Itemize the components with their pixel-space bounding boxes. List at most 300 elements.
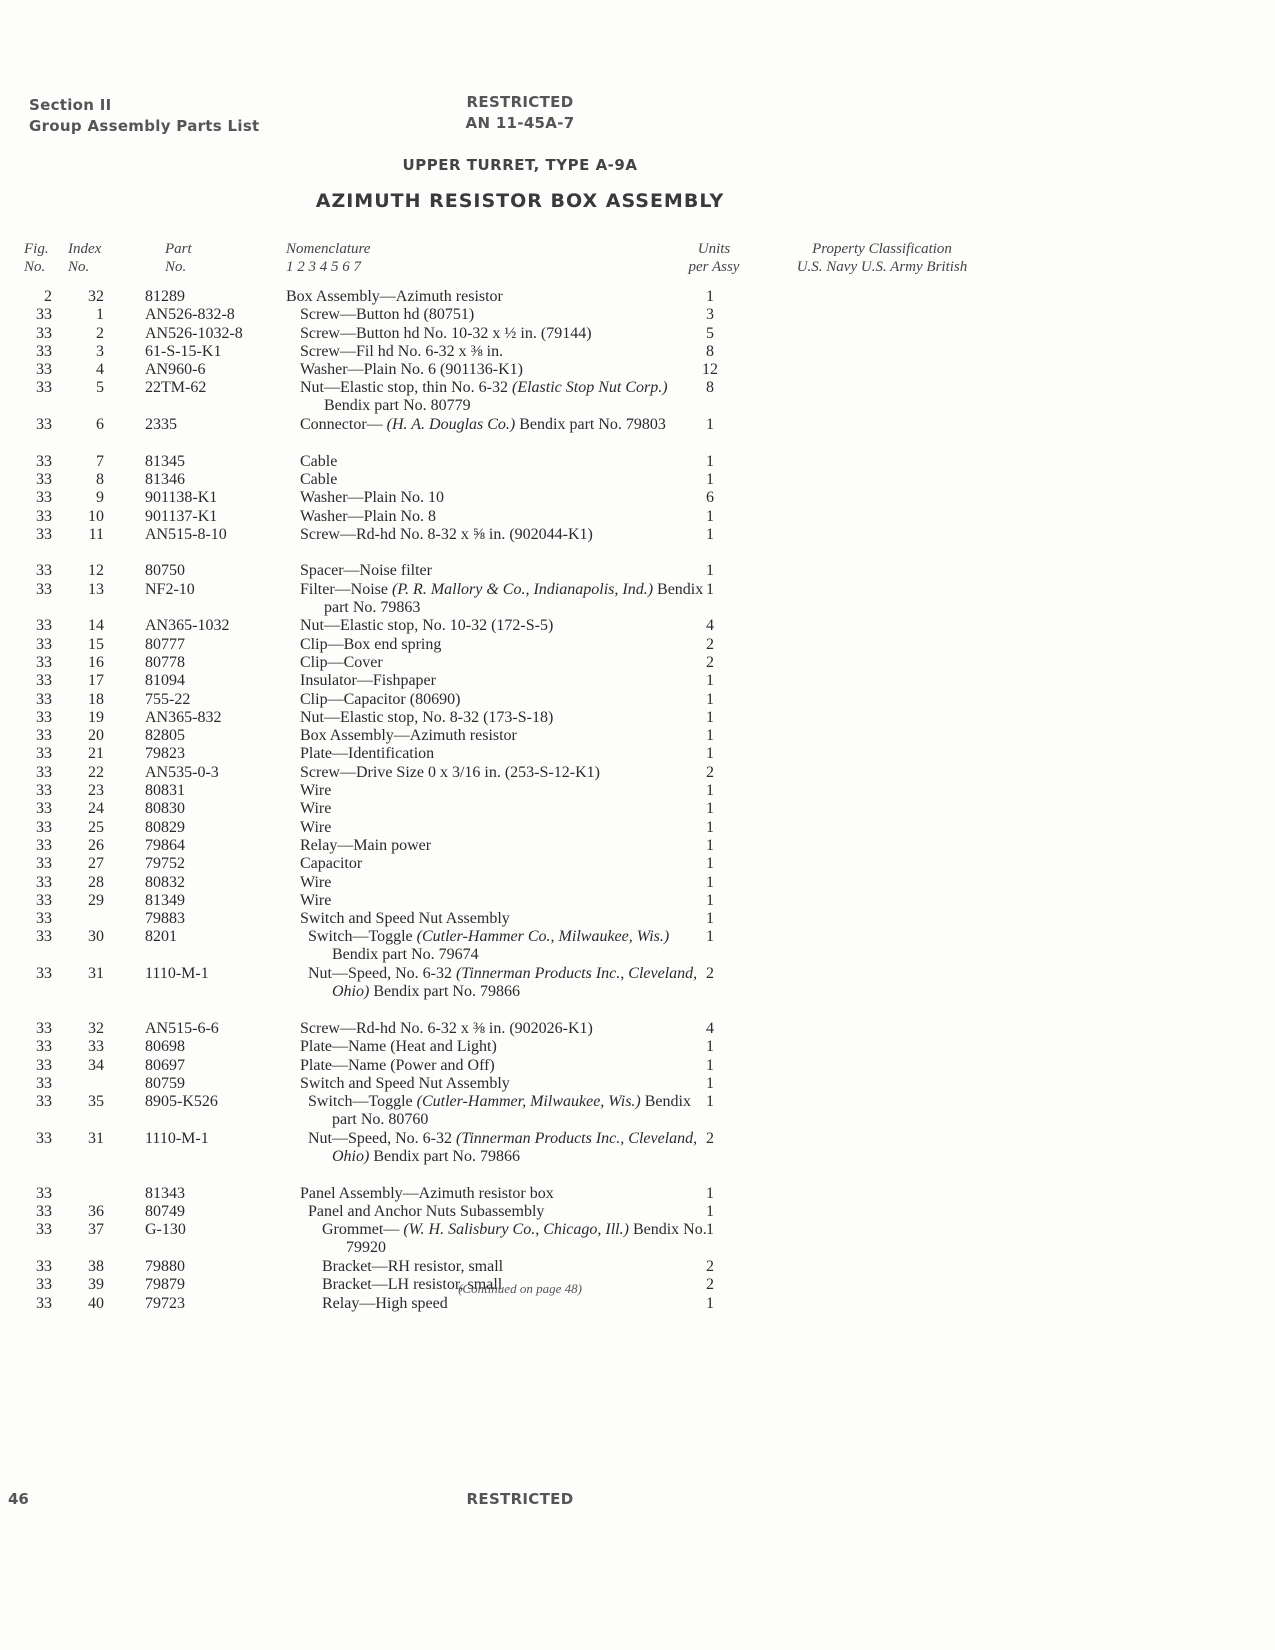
index-no: 7 [96,452,104,470]
fig-no: 33 [36,910,52,928]
index-no: 30 [88,928,104,946]
fig-no: 33 [36,964,52,982]
nomenclature [322,1221,709,1257]
section-title: Group Assembly Parts List [29,117,260,135]
table-row [0,562,1275,580]
part-no: 81289 [145,288,185,305]
nomenclature-text: Switch and Speed Nut Assembly [300,1074,510,1092]
fig-no: 33 [36,763,52,781]
continued-note: (Continued on page 48) [458,1281,582,1296]
table-row [0,874,1275,892]
manufacturer-note: (Tinnerman Products Inc., Cleveland, Ohio) [332,964,698,1000]
index-no: 12 [88,562,104,580]
section-header [29,95,260,137]
nomenclature-text: Wire [300,891,332,909]
section-label: Section II [29,96,112,114]
index-no: 2 [96,324,104,342]
fig-no: 33 [36,1184,52,1202]
table-row [0,910,1275,928]
classification-label: RESTRICTED [466,93,574,111]
nomenclature-text: Bracket—RH resistor, small [322,1257,504,1275]
fig-no: 33 [36,562,52,580]
table-row [0,1295,1275,1313]
units-per-assy: 2 [706,1257,714,1275]
nomenclature-text: Screw—Drive Size 0 x 3/16 in. (253-S-12-K1) [300,763,600,781]
nomenclature [300,1185,709,1203]
index-no: 10 [88,507,104,525]
table-row [0,1258,1275,1276]
table-row [0,1221,1275,1258]
part-no: 80778 [145,653,185,671]
nomenclature [300,416,709,434]
index-no: 18 [88,690,104,708]
manufacturer-note: (Cutler-Hammer, Milwaukee, Wis.) [416,1093,641,1111]
fig-no: 33 [36,324,52,342]
table-row [0,453,1275,471]
index-no: 31 [88,964,104,982]
part-no: 81094 [145,672,185,690]
table-row [0,636,1275,654]
table-row [0,379,1275,416]
part-no: AN515-6-6 [145,1019,219,1037]
col-fig-no: Fig. No. [24,241,49,275]
table-row [0,343,1275,361]
manufacturer-note: (Cutler-Hammer Co., Milwaukee, Wis.) [416,928,670,946]
index-no: 38 [88,1257,104,1275]
units-per-assy: 2 [706,1129,714,1147]
part-no: 79883 [145,910,185,928]
fig-no: 33 [36,1019,52,1037]
table-row [0,691,1275,709]
fig-no: 33 [36,1129,52,1147]
nomenclature-text: Bracket—LH resistor, small [322,1276,503,1294]
nomenclature-text: Switch—Toggle [308,928,413,946]
manufacturer-note: (Elastic Stop Nut Corp.) [511,379,668,397]
manufacturer-note: (W. H. Salisbury Co., Chicago, Ill.) [403,1221,629,1239]
bendix-part-note: Bendix part No. 80760 [332,1093,691,1129]
table-row [0,965,1275,1020]
nomenclature [300,471,709,489]
part-no: 80749 [145,1203,185,1221]
nomenclature [300,800,709,818]
nomenclature [300,782,709,800]
index-no: 28 [88,873,104,891]
nomenclature [300,745,709,763]
index-no: 4 [96,361,104,379]
index-no: 34 [88,1056,104,1074]
index-no: 25 [88,818,104,836]
part-no: NF2-10 [145,580,195,598]
part-no: 8201 [145,928,177,946]
nomenclature-text: Relay—Main power [300,836,432,854]
nomenclature [300,489,709,507]
nomenclature [300,727,709,745]
part-no: 80698 [145,1038,185,1056]
fig-no: 33 [36,1221,52,1239]
units-per-assy: 1 [706,1038,714,1056]
table-row [0,581,1275,618]
bendix-part-note: Bendix part No. 79803 [519,416,666,434]
page-title: AZIMUTH RESISTOR BOX ASSEMBLY [315,190,725,212]
nomenclature [308,928,709,964]
part-no: 79879 [145,1276,185,1294]
part-no: AN526-832-8 [145,306,235,324]
nomenclature-text: Relay—High speed [322,1294,448,1312]
index-no: 3 [96,342,104,360]
fig-no: 33 [36,653,52,671]
nomenclature-text: Nut—Elastic stop, No. 10-32 (172-S-5) [300,617,554,635]
nomenclature [300,691,709,709]
bendix-part-note: Bendix part No. 79674 [332,946,479,964]
fig-no: 33 [36,525,52,543]
index-no: 36 [88,1203,104,1221]
fig-no: 33 [36,672,52,690]
fig-no: 33 [36,635,52,653]
part-no: 901138-K1 [145,489,218,507]
fig-no: 33 [36,489,52,507]
units-per-assy: 3 [706,306,714,324]
units-per-assy: 12 [702,361,718,379]
part-no: AN535-0-3 [145,763,219,781]
part-no: 22TM-62 [145,379,207,397]
fig-no: 33 [36,1257,52,1275]
table-row [0,1203,1275,1221]
index-no: 23 [88,782,104,800]
fig-no: 33 [36,855,52,873]
nomenclature-text: Nut—Speed, No. 6-32 [308,964,452,982]
units-per-assy: 1 [706,818,714,836]
nomenclature [300,508,709,526]
table-row [0,892,1275,910]
part-no: 901137-K1 [145,507,218,525]
nomenclature-text: Plate—Name (Heat and Light) [300,1038,497,1056]
fig-no: 33 [36,452,52,470]
units-per-assy: 1 [706,1093,714,1111]
table-row [0,855,1275,873]
table-row [0,654,1275,672]
units-per-assy: 1 [706,507,714,525]
fig-no: 33 [36,727,52,745]
part-no: 81349 [145,891,185,909]
units-per-assy: 2 [706,653,714,671]
fig-no: 33 [36,873,52,891]
part-no: 79864 [145,836,185,854]
part-no: 1110-M-1 [145,964,209,982]
table-row [0,617,1275,635]
fig-no: 33 [36,1074,52,1092]
nomenclature [322,1295,709,1313]
index-no: 17 [88,672,104,690]
nomenclature [300,361,709,379]
part-no: 81345 [145,452,185,470]
units-per-assy: 1 [706,1184,714,1202]
fig-no: 33 [36,818,52,836]
nomenclature-text: Washer—Plain No. 6 (901136-K1) [300,361,523,379]
index-no: 27 [88,855,104,873]
index-no: 1 [96,306,104,324]
part-no: G-130 [145,1221,186,1239]
index-no: 5 [96,379,104,397]
index-no: 32 [88,288,104,305]
nomenclature-text: Box Assembly—Azimuth resistor [300,727,517,745]
units-per-assy: 1 [706,727,714,745]
table-row [0,325,1275,343]
index-no: 13 [88,580,104,598]
table-row [0,1057,1275,1075]
fig-no: 33 [36,342,52,360]
index-no: 39 [88,1276,104,1294]
units-per-assy: 1 [706,1294,714,1312]
part-no: 755-22 [145,690,191,708]
nomenclature [308,1203,709,1221]
index-no: 14 [88,617,104,635]
index-no: 26 [88,836,104,854]
table-row [0,416,1275,453]
part-no: AN365-832 [145,708,222,726]
part-no: 80831 [145,782,185,800]
units-per-assy: 1 [706,562,714,580]
index-no: 16 [88,653,104,671]
table-row [0,745,1275,763]
nomenclature-text: Screw—Button hd No. 10-32 x ½ in. (79144) [300,324,592,342]
nomenclature-text: Nut—Speed, No. 6-32 [308,1129,452,1147]
table-row [0,1185,1275,1203]
index-no: 32 [88,1019,104,1037]
table-row [0,819,1275,837]
table-row [0,1130,1275,1185]
nomenclature [300,672,709,690]
bendix-part-note: Bendix part No. 80779 [324,397,471,415]
nomenclature-text: Clip—Capacitor (80690) [300,690,461,708]
nomenclature-text: Screw—Rd-hd No. 6-32 x ⅜ in. (902026-K1) [300,1019,593,1037]
manufacturer-note: (P. R. Mallory & Co., Indianapolis, Ind.) [392,580,654,598]
table-row [0,306,1275,324]
fig-no: 33 [36,1056,52,1074]
fig-no: 33 [36,836,52,854]
nomenclature-text: Washer—Plain No. 8 [300,507,437,525]
units-per-assy: 2 [706,964,714,982]
nomenclature [300,526,709,544]
units-per-assy: 1 [706,1203,714,1221]
units-per-assy: 4 [706,617,714,635]
fig-no: 33 [36,361,52,379]
units-per-assy: 8 [706,379,714,397]
nomenclature-text: Plate—Name (Power and Off) [300,1056,495,1074]
fig-no: 33 [36,690,52,708]
nomenclature-text: Wire [300,818,332,836]
nomenclature-text: Connector— [300,416,383,434]
index-no: 37 [88,1221,104,1239]
fig-no: 33 [36,617,52,635]
units-per-assy: 1 [706,836,714,854]
fig-no: 33 [36,708,52,726]
page-number: 46 [8,1490,29,1508]
nomenclature [300,1057,709,1075]
index-no: 31 [88,1129,104,1147]
units-per-assy: 1 [706,1074,714,1092]
table-row [0,727,1275,745]
part-no: 80829 [145,818,185,836]
part-no: 79723 [145,1294,185,1312]
table-row [0,672,1275,690]
fig-no: 33 [36,745,52,763]
units-per-assy: 2 [706,1276,714,1294]
nomenclature-text: Clip—Cover [300,653,383,671]
nomenclature [300,562,709,580]
footer-classification: RESTRICTED [466,1490,574,1508]
table-row [0,361,1275,379]
table-row [0,1020,1275,1038]
nomenclature [300,581,709,617]
part-no: 80830 [145,800,185,818]
manufacturer-note: (H. A. Douglas Co.) [386,416,516,434]
fig-no: 33 [36,1294,52,1312]
part-no: 2335 [145,416,177,434]
nomenclature [300,837,709,855]
table-row [0,526,1275,563]
nomenclature-text: Capacitor [300,855,363,873]
nomenclature-text: Screw—Fil hd No. 6-32 x ⅜ in. [300,342,504,360]
table-row [0,288,1275,306]
nomenclature-text: Switch—Toggle [308,1093,413,1111]
units-per-assy: 1 [706,690,714,708]
part-no: 80750 [145,562,185,580]
nomenclature [300,379,709,415]
table-row [0,489,1275,507]
table-row [0,508,1275,526]
nomenclature [300,892,709,910]
index-no: 6 [96,416,104,434]
nomenclature [300,636,709,654]
units-per-assy: 1 [706,672,714,690]
fig-no: 2 [44,288,52,305]
fig-no: 33 [36,470,52,488]
index-no: 15 [88,635,104,653]
nomenclature-text: Cable [300,452,338,470]
index-no: 8 [96,470,104,488]
part-no: 79752 [145,855,185,873]
nomenclature [300,654,709,672]
nomenclature-text: Grommet— [322,1221,400,1239]
col-nomenclature: Nomenclature 1 2 3 4 5 6 7 [286,241,371,275]
nomenclature [300,764,709,782]
index-no: 33 [88,1038,104,1056]
bendix-part-note: Bendix part No. 79866 [373,1147,520,1165]
units-per-assy: 1 [706,416,714,434]
fig-no: 33 [36,1038,52,1056]
manufacturer-note: (Tinnerman Products Inc., Cleveland, Ohio) [332,1129,698,1165]
nomenclature [300,1038,709,1056]
nomenclature [300,306,709,324]
fig-no: 33 [36,580,52,598]
units-per-assy: 6 [706,489,714,507]
document-header [420,92,620,134]
units-per-assy: 8 [706,342,714,360]
nomenclature-text: Wire [300,782,332,800]
col-part-no: Part No. [165,241,192,275]
nomenclature [300,1020,709,1038]
table-row [0,800,1275,818]
col-property-classification: Property Classification U.S. Navy U.S. Army British [796,241,968,275]
nomenclature-text: Cable [300,470,338,488]
fig-no: 33 [36,1093,52,1111]
nomenclature [300,617,709,635]
fig-no: 33 [36,928,52,946]
nomenclature [300,910,709,928]
nomenclature-text: Panel Assembly—Azimuth resistor box [300,1184,554,1202]
index-no: 24 [88,800,104,818]
nomenclature-text: Filter—Noise [300,580,388,598]
units-per-assy: 1 [706,928,714,946]
nomenclature [300,874,709,892]
index-no: 21 [88,745,104,763]
nomenclature-text: Wire [300,800,332,818]
page-subtitle: UPPER TURRET, TYPE A-9A [402,156,638,174]
nomenclature [300,343,709,361]
nomenclature-text: Clip—Box end spring [300,635,442,653]
nomenclature-text: Panel and Anchor Nuts Subassembly [308,1203,545,1221]
fig-no: 33 [36,507,52,525]
col-index-no: Index No. [68,241,102,275]
nomenclature-text: Box Assembly—Azimuth resistor [286,288,503,305]
nomenclature-text: Switch and Speed Nut Assembly [300,910,510,928]
nomenclature-text: Nut—Elastic stop, thin No. 6-32 [300,379,508,397]
units-per-assy: 1 [706,873,714,891]
nomenclature-text: Insulator—Fishpaper [300,672,436,690]
part-no: 79880 [145,1257,185,1275]
part-no: AN515-8-10 [145,525,227,543]
nomenclature-text: Screw—Rd-hd No. 8-32 x ⅝ in. (902044-K1) [300,525,593,543]
part-no: 80777 [145,635,185,653]
nomenclature [286,288,709,306]
nomenclature [308,1093,709,1129]
fig-no: 33 [36,1276,52,1294]
table-row [0,1075,1275,1093]
bendix-part-note: Bendix No. 79920 [346,1221,707,1257]
nomenclature [300,819,709,837]
part-no: 80759 [145,1074,185,1092]
units-per-assy: 1 [706,525,714,543]
units-per-assy: 1 [706,855,714,873]
part-no: AN526-1032-8 [145,324,243,342]
table-row [0,471,1275,489]
part-no: AN365-1032 [145,617,230,635]
fig-no: 33 [36,1203,52,1221]
part-no: 81346 [145,470,185,488]
nomenclature-text: Nut—Elastic stop, No. 8-32 (173-S-18) [300,708,554,726]
fig-no: 33 [36,416,52,434]
nomenclature [308,965,709,1001]
document-number: AN 11-45A-7 [465,114,575,132]
fig-no: 33 [36,800,52,818]
units-per-assy: 1 [706,1056,714,1074]
units-per-assy: 1 [706,708,714,726]
units-per-assy: 1 [706,891,714,909]
fig-no: 33 [36,782,52,800]
part-no: 82805 [145,727,185,745]
units-per-assy: 1 [706,800,714,818]
nomenclature [300,855,709,873]
part-no: 1110-M-1 [145,1129,209,1147]
nomenclature [300,709,709,727]
index-no: 19 [88,708,104,726]
index-no: 40 [88,1294,104,1312]
nomenclature-text: Wire [300,873,332,891]
part-no: 61-S-15-K1 [145,342,222,360]
table-row [0,782,1275,800]
part-no: 80697 [145,1056,185,1074]
nomenclature [300,1075,709,1093]
